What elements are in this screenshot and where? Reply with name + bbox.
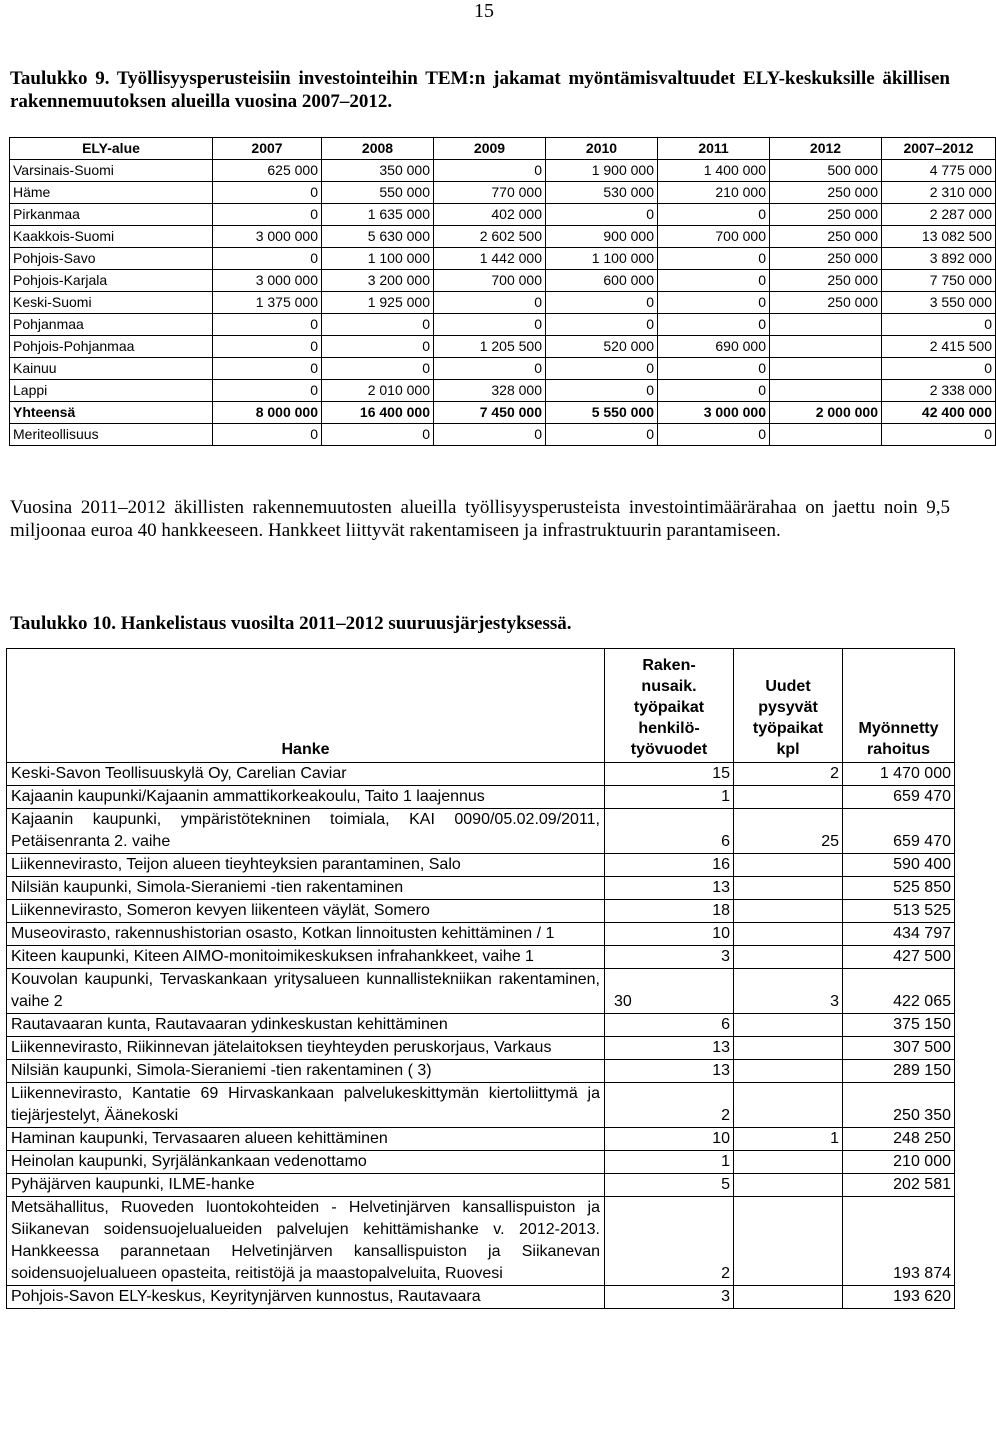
funding-cell: 422 065 xyxy=(843,969,955,1014)
region-cell: Yhteensä xyxy=(10,402,213,424)
construction-jobs-cell: 16 xyxy=(605,854,734,877)
construction-jobs-cell: 1 xyxy=(605,786,734,809)
amount-cell: 328 000 xyxy=(434,380,546,402)
amount-cell xyxy=(770,358,882,380)
funding-cell: 659 470 xyxy=(843,809,955,854)
funding-cell: 202 581 xyxy=(843,1174,955,1197)
amount-cell: 13 082 500 xyxy=(882,226,996,248)
amount-cell: 0 xyxy=(213,424,322,446)
project-cell: Kouvolan kaupunki, Tervaskankaan yritysalueen kunnallistekniikan rakentaminen, vaihe 2 xyxy=(7,969,605,1014)
funding-cell: 434 797 xyxy=(843,923,955,946)
amount-cell: 0 xyxy=(322,424,434,446)
amount-cell: 2 310 000 xyxy=(882,182,996,204)
new-jobs-cell xyxy=(734,946,843,969)
amount-cell: 690 000 xyxy=(658,336,770,358)
col-header-hanke: Hanke xyxy=(7,649,605,763)
amount-cell: 0 xyxy=(546,204,658,226)
construction-jobs-cell: 30 xyxy=(605,969,734,1014)
new-jobs-cell xyxy=(734,1083,843,1128)
allocation-table xyxy=(9,137,996,446)
funding-cell: 193 874 xyxy=(843,1197,955,1286)
project-cell: Kajaanin kaupunki, ympäristötekninen toimiala, KAI 0090/05.02.09/2011, Petäisenranta 2. vaihe xyxy=(7,809,605,854)
amount-cell: 0 xyxy=(658,380,770,402)
amount-cell: 250 000 xyxy=(770,248,882,270)
amount-cell: 350 000 xyxy=(322,160,434,182)
page-number: 15 xyxy=(474,0,494,22)
project-cell: Liikennevirasto, Riikinnevan jätelaitoksen tieyhteyden peruskorjaus, Varkaus xyxy=(7,1037,605,1060)
amount-cell: 5 630 000 xyxy=(322,226,434,248)
project-cell: Liikennevirasto, Kantatie 69 Hirvaskankaan palvelukeskittymän kiertoliittymä ja tiejärjestelyt, Äänekoski xyxy=(7,1083,605,1128)
amount-cell: 0 xyxy=(213,358,322,380)
amount-cell: 2 415 500 xyxy=(882,336,996,358)
region-cell: Keski-Suomi xyxy=(10,292,213,314)
col-header: 2008 xyxy=(322,138,434,160)
amount-cell: 900 000 xyxy=(546,226,658,248)
construction-jobs-cell: 10 xyxy=(605,923,734,946)
new-jobs-cell xyxy=(734,1197,843,1286)
new-jobs-cell xyxy=(734,877,843,900)
amount-cell: 0 xyxy=(546,380,658,402)
project-cell: Nilsiän kaupunki, Simola-Sieraniemi -tien rakentaminen ( 3) xyxy=(7,1060,605,1083)
table-row xyxy=(7,854,955,877)
project-cell: Nilsiän kaupunki, Simola-Sieraniemi -tien rakentaminen xyxy=(7,877,605,900)
body-paragraph: Vuosina 2011–2012 äkillisten rakennemuutosten alueilla työllisyysperusteista investointimäärärahaa on jaettu noin 9,5 miljoonaa euroa 40 hankkeeseen. Hankkeet liittyvät rakentamiseen ja infrastruktuurin parantamiseen. xyxy=(10,497,950,541)
table-row xyxy=(10,182,996,204)
amount-cell: 1 635 000 xyxy=(322,204,434,226)
col-header: 2011 xyxy=(658,138,770,160)
construction-jobs-cell: 3 xyxy=(605,1286,734,1309)
amount-cell: 0 xyxy=(213,248,322,270)
amount-cell: 1 205 500 xyxy=(434,336,546,358)
new-jobs-cell: 25 xyxy=(734,809,843,854)
amount-cell: 250 000 xyxy=(770,204,882,226)
amount-cell: 7 450 000 xyxy=(434,402,546,424)
amount-cell xyxy=(770,424,882,446)
amount-cell: 1 900 000 xyxy=(546,160,658,182)
table-row xyxy=(10,292,996,314)
amount-cell xyxy=(770,314,882,336)
amount-cell xyxy=(770,380,882,402)
project-cell: Pohjois-Savon ELY-keskus, Keyritynjärven kunnostus, Rautavaara xyxy=(7,1286,605,1309)
amount-cell: 0 xyxy=(546,314,658,336)
amount-cell: 250 000 xyxy=(770,292,882,314)
amount-cell: 402 000 xyxy=(434,204,546,226)
construction-jobs-cell: 13 xyxy=(605,1060,734,1083)
amount-cell: 0 xyxy=(434,358,546,380)
amount-cell: 250 000 xyxy=(770,226,882,248)
table-row xyxy=(7,946,955,969)
region-cell: Pohjois-Pohjanmaa xyxy=(10,336,213,358)
table-row xyxy=(10,248,996,270)
funding-cell: 307 500 xyxy=(843,1037,955,1060)
project-cell: Kiteen kaupunki, Kiteen AIMO-monitoimikeskuksen infrahankkeet, vaihe 1 xyxy=(7,946,605,969)
amount-cell: 0 xyxy=(882,358,996,380)
table-row xyxy=(7,1197,955,1286)
region-cell: Kainuu xyxy=(10,358,213,380)
construction-jobs-cell: 2 xyxy=(605,1197,734,1286)
project-cell: Keski-Savon Teollisuuskylä Oy, Carelian Caviar xyxy=(7,763,605,786)
table-row xyxy=(10,380,996,402)
amount-cell: 0 xyxy=(658,358,770,380)
project-cell: Museovirasto, rakennushistorian osasto, Kotkan linnoitusten kehittäminen / 1 xyxy=(7,923,605,946)
amount-cell: 210 000 xyxy=(658,182,770,204)
construction-jobs-cell: 5 xyxy=(605,1174,734,1197)
construction-jobs-cell: 13 xyxy=(605,877,734,900)
new-jobs-cell: 1 xyxy=(734,1128,843,1151)
amount-cell: 625 000 xyxy=(213,160,322,182)
amount-cell: 42 400 000 xyxy=(882,402,996,424)
amount-cell: 250 000 xyxy=(770,182,882,204)
region-cell: Pirkanmaa xyxy=(10,204,213,226)
region-cell: Lappi xyxy=(10,380,213,402)
table-row xyxy=(10,204,996,226)
table-row xyxy=(7,877,955,900)
region-cell: Meriteollisuus xyxy=(10,424,213,446)
amount-cell: 2 010 000 xyxy=(322,380,434,402)
region-cell: Varsinais-Suomi xyxy=(10,160,213,182)
new-jobs-cell xyxy=(734,1151,843,1174)
new-jobs-cell xyxy=(734,1014,843,1037)
table-row xyxy=(7,1083,955,1128)
funding-cell: 513 525 xyxy=(843,900,955,923)
project-cell: Rautavaaran kunta, Rautavaaran ydinkeskustan kehittäminen xyxy=(7,1014,605,1037)
col-header: 2012 xyxy=(770,138,882,160)
col-header-new-jobs: Uudet pysyvät työpaikat kpl xyxy=(734,649,843,763)
col-header: 2007–2012 xyxy=(882,138,996,160)
funding-cell: 289 150 xyxy=(843,1060,955,1083)
amount-cell: 1 925 000 xyxy=(322,292,434,314)
new-jobs-cell: 3 xyxy=(734,969,843,1014)
table-row xyxy=(10,336,996,358)
amount-cell: 2 602 500 xyxy=(434,226,546,248)
table10-caption: Taulukko 10. Hankelistaus vuosilta 2011–2012 suuruusjärjestyksessä. xyxy=(10,613,572,634)
table-row xyxy=(7,923,955,946)
table-row xyxy=(10,270,996,292)
new-jobs-cell xyxy=(734,786,843,809)
amount-cell: 0 xyxy=(882,314,996,336)
amount-cell: 0 xyxy=(434,314,546,336)
amount-cell: 16 400 000 xyxy=(322,402,434,424)
amount-cell: 0 xyxy=(882,424,996,446)
construction-jobs-cell: 6 xyxy=(605,809,734,854)
table-row xyxy=(7,969,955,1014)
funding-cell: 210 000 xyxy=(843,1151,955,1174)
construction-jobs-cell: 3 xyxy=(605,946,734,969)
amount-cell: 3 000 000 xyxy=(658,402,770,424)
amount-cell: 0 xyxy=(546,292,658,314)
amount-cell: 2 338 000 xyxy=(882,380,996,402)
amount-cell: 0 xyxy=(213,204,322,226)
amount-cell: 0 xyxy=(658,314,770,336)
amount-cell: 0 xyxy=(658,270,770,292)
table-row xyxy=(7,1060,955,1083)
amount-cell: 0 xyxy=(658,248,770,270)
funding-cell: 590 400 xyxy=(843,854,955,877)
table-row xyxy=(7,1174,955,1197)
amount-cell: 700 000 xyxy=(434,270,546,292)
construction-jobs-cell: 15 xyxy=(605,763,734,786)
amount-cell: 550 000 xyxy=(322,182,434,204)
funding-cell: 1 470 000 xyxy=(843,763,955,786)
table-row xyxy=(7,809,955,854)
amount-cell: 3 200 000 xyxy=(322,270,434,292)
funding-cell: 427 500 xyxy=(843,946,955,969)
amount-cell: 530 000 xyxy=(546,182,658,204)
project-cell: Kajaanin kaupunki/Kajaanin ammattikorkeakoulu, Taito 1 laajennus xyxy=(7,786,605,809)
amount-cell: 5 550 000 xyxy=(546,402,658,424)
amount-cell: 0 xyxy=(322,314,434,336)
table-row xyxy=(7,1128,955,1151)
region-cell: Kaakkois-Suomi xyxy=(10,226,213,248)
funding-cell: 250 350 xyxy=(843,1083,955,1128)
funding-cell: 248 250 xyxy=(843,1128,955,1151)
amount-cell: 1 375 000 xyxy=(213,292,322,314)
project-cell: Haminan kaupunki, Tervasaaren alueen kehittäminen xyxy=(7,1128,605,1151)
amount-cell: 1 400 000 xyxy=(658,160,770,182)
amount-cell: 0 xyxy=(434,160,546,182)
funding-cell: 659 470 xyxy=(843,786,955,809)
new-jobs-cell xyxy=(734,900,843,923)
new-jobs-cell xyxy=(734,923,843,946)
amount-cell: 3 892 000 xyxy=(882,248,996,270)
funding-cell: 525 850 xyxy=(843,877,955,900)
amount-cell: 0 xyxy=(546,424,658,446)
region-cell: Pohjanmaa xyxy=(10,314,213,336)
region-cell: Pohjois-Savo xyxy=(10,248,213,270)
amount-cell: 3 000 000 xyxy=(213,226,322,248)
col-header: 2007 xyxy=(213,138,322,160)
new-jobs-cell xyxy=(734,1286,843,1309)
construction-jobs-cell: 10 xyxy=(605,1128,734,1151)
col-header-funding: Myönnetty rahoitus xyxy=(843,649,955,763)
col-header: 2010 xyxy=(546,138,658,160)
table-row xyxy=(7,1037,955,1060)
amount-cell: 3 550 000 xyxy=(882,292,996,314)
region-cell: Häme xyxy=(10,182,213,204)
amount-cell: 520 000 xyxy=(546,336,658,358)
funding-cell: 375 150 xyxy=(843,1014,955,1037)
table-row xyxy=(10,314,996,336)
table-row xyxy=(7,1151,955,1174)
new-jobs-cell xyxy=(734,1060,843,1083)
table-row xyxy=(7,786,955,809)
table-row xyxy=(7,900,955,923)
amount-cell: 0 xyxy=(322,358,434,380)
construction-jobs-cell: 1 xyxy=(605,1151,734,1174)
table-row xyxy=(7,1014,955,1037)
amount-cell: 0 xyxy=(658,424,770,446)
project-table xyxy=(6,648,955,1309)
table-row xyxy=(10,402,996,424)
amount-cell: 3 000 000 xyxy=(213,270,322,292)
project-cell: Liikennevirasto, Teijon alueen tieyhteyksien parantaminen, Salo xyxy=(7,854,605,877)
amount-cell: 250 000 xyxy=(770,270,882,292)
amount-cell: 1 442 000 xyxy=(434,248,546,270)
amount-cell: 0 xyxy=(213,182,322,204)
table-row xyxy=(7,1286,955,1309)
table-row xyxy=(7,763,955,786)
amount-cell: 2 000 000 xyxy=(770,402,882,424)
amount-cell xyxy=(770,336,882,358)
table-row xyxy=(10,424,996,446)
project-cell: Liikennevirasto, Someron kevyen liikenteen väylät, Somero xyxy=(7,900,605,923)
construction-jobs-cell: 6 xyxy=(605,1014,734,1037)
construction-jobs-cell: 13 xyxy=(605,1037,734,1060)
amount-cell: 500 000 xyxy=(770,160,882,182)
amount-cell: 2 287 000 xyxy=(882,204,996,226)
amount-cell: 600 000 xyxy=(546,270,658,292)
new-jobs-cell xyxy=(734,1037,843,1060)
region-cell: Pohjois-Karjala xyxy=(10,270,213,292)
amount-cell: 8 000 000 xyxy=(213,402,322,424)
amount-cell: 0 xyxy=(213,380,322,402)
project-cell: Metsähallitus, Ruoveden luontokohteiden - Helvetinjärven kansallispuiston ja Siikanevan soidensuojelualueiden palvelujen kehittämishanke v. 2012-2013. Hankkeessa parannetaan Helvetinjärven kansallispuiston ja Siikanevan soidensuojelualueen opasteita, reitistöjä ja maastopalveluita, Ruovesi xyxy=(7,1197,605,1286)
amount-cell: 0 xyxy=(546,358,658,380)
amount-cell: 770 000 xyxy=(434,182,546,204)
amount-cell: 700 000 xyxy=(658,226,770,248)
amount-cell: 0 xyxy=(434,292,546,314)
amount-cell: 0 xyxy=(434,424,546,446)
table-row xyxy=(10,226,996,248)
funding-cell: 193 620 xyxy=(843,1286,955,1309)
col-header: 2009 xyxy=(434,138,546,160)
table-row xyxy=(10,160,996,182)
amount-cell: 0 xyxy=(213,314,322,336)
construction-jobs-cell: 18 xyxy=(605,900,734,923)
project-cell: Heinolan kaupunki, Syrjälänkankaan vedenottamo xyxy=(7,1151,605,1174)
new-jobs-cell: 2 xyxy=(734,763,843,786)
amount-cell: 1 100 000 xyxy=(546,248,658,270)
construction-jobs-cell: 2 xyxy=(605,1083,734,1128)
amount-cell: 7 750 000 xyxy=(882,270,996,292)
project-cell: Pyhäjärven kaupunki, ILME-hanke xyxy=(7,1174,605,1197)
new-jobs-cell xyxy=(734,854,843,877)
amount-cell: 0 xyxy=(322,336,434,358)
amount-cell: 1 100 000 xyxy=(322,248,434,270)
amount-cell: 0 xyxy=(658,204,770,226)
amount-cell: 0 xyxy=(213,336,322,358)
table-row xyxy=(10,358,996,380)
col-header: ELY-alue xyxy=(10,138,213,160)
col-header-construction-jobs: Raken- nusaik. työpaikat henkilö- työvuodet xyxy=(605,649,734,763)
amount-cell: 0 xyxy=(658,292,770,314)
table9-caption: Taulukko 9. Työllisyysperusteisiin investointeihin TEM:n jakamat myöntämisvaltuudet ELY-keskuksille äkillisen rakennemuutoksen alueilla vuosina 2007–2012. xyxy=(10,68,950,112)
amount-cell: 4 775 000 xyxy=(882,160,996,182)
new-jobs-cell xyxy=(734,1174,843,1197)
